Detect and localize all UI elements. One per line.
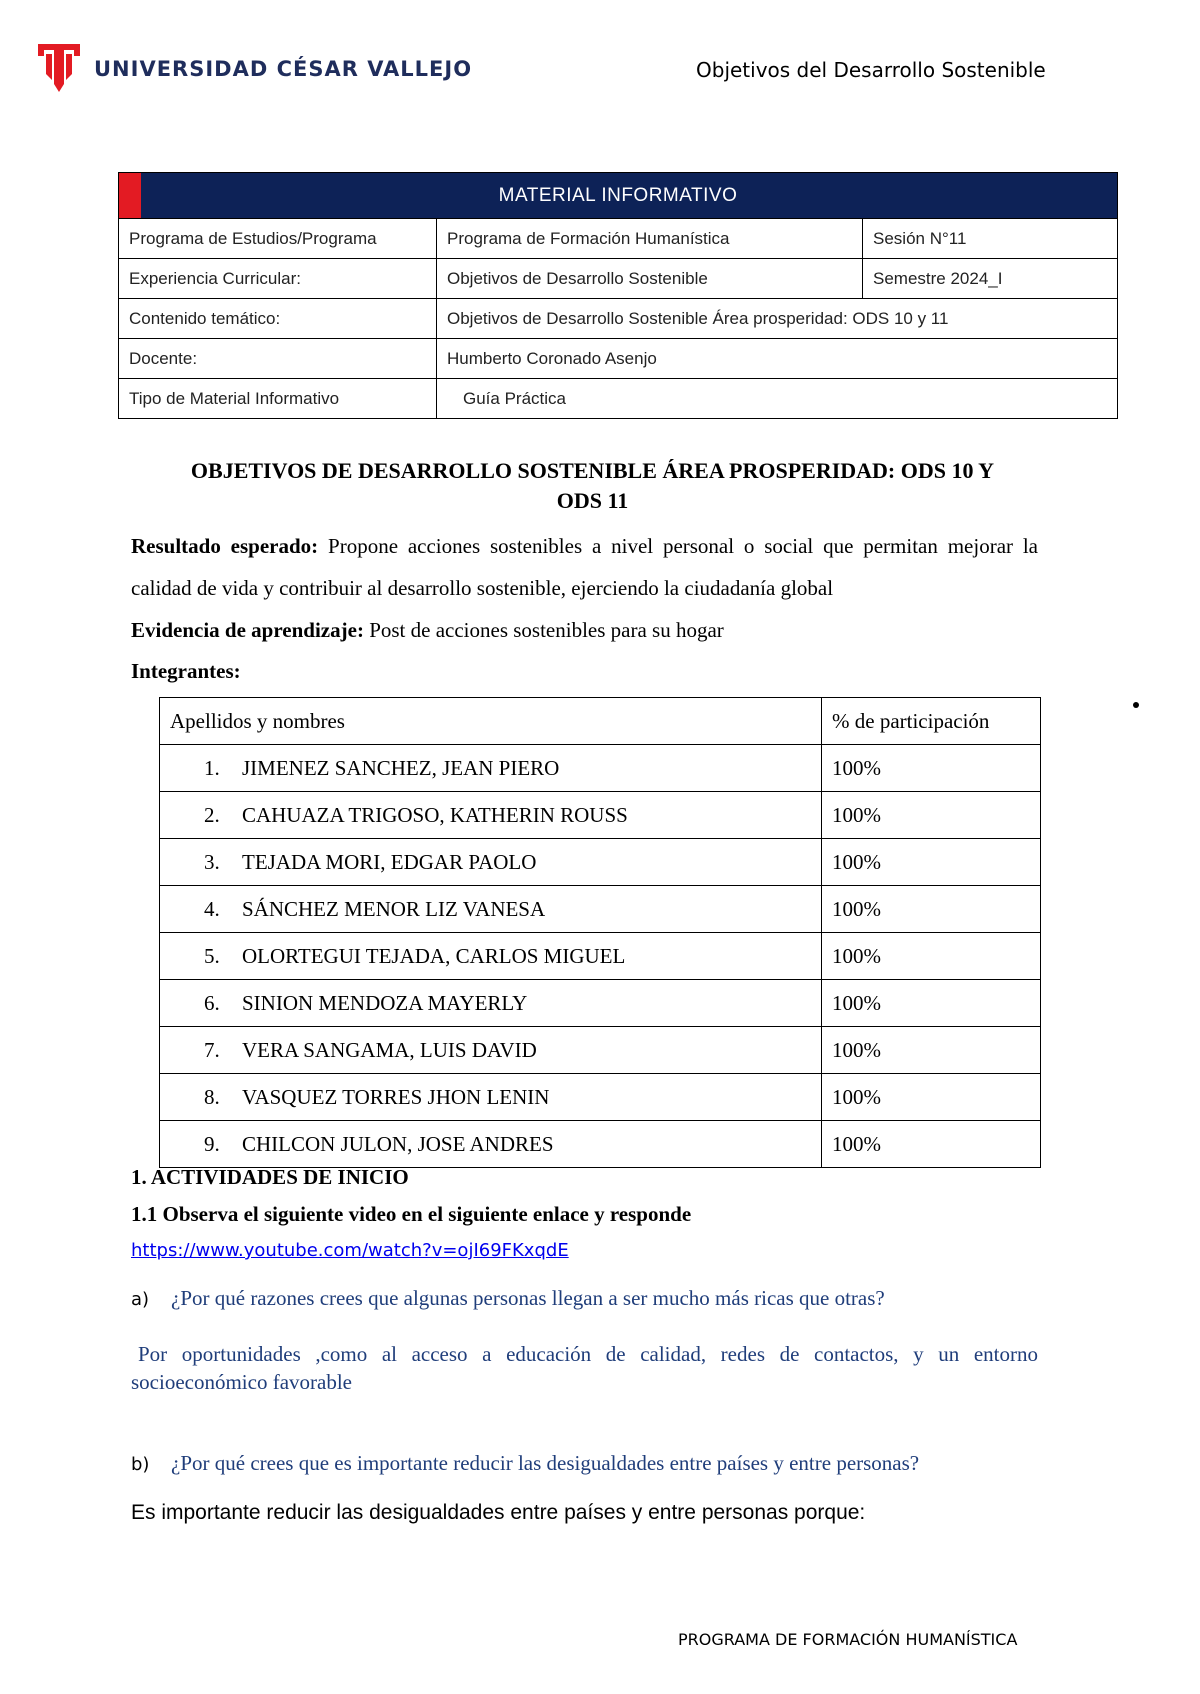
member-name: VASQUEZ TORRES JHON LENIN	[242, 1084, 550, 1109]
member-row	[160, 1074, 1041, 1121]
question-a-label: a)	[131, 1289, 150, 1310]
member-row	[160, 886, 1041, 933]
member-name: TEJADA MORI, EDGAR PAOLO	[242, 849, 537, 874]
member-pct: 100%	[822, 933, 1041, 980]
table-row	[119, 339, 1118, 379]
member-name-cell	[160, 1121, 822, 1168]
info-value: Guía Práctica	[437, 379, 1118, 419]
member-name: VERA SANGAMA, LUIS DAVID	[242, 1037, 537, 1062]
question-b-label: b)	[131, 1454, 150, 1475]
member-number: 8.	[204, 1084, 220, 1109]
member-name-cell	[160, 792, 822, 839]
member-name-cell	[160, 839, 822, 886]
table-row	[119, 379, 1118, 419]
member-number: 5.	[204, 943, 220, 968]
member-row	[160, 745, 1041, 792]
info-extra: Sesión N°11	[863, 219, 1118, 259]
info-label: Docente:	[119, 339, 437, 379]
member-name-cell	[160, 1074, 822, 1121]
info-extra: Semestre 2024_I	[863, 259, 1118, 299]
university-name: UNIVERSIDAD CÉSAR VALLEJO	[94, 57, 473, 81]
member-name-cell	[160, 933, 822, 980]
member-name-cell	[160, 886, 822, 933]
info-value: Humberto Coronado Asenjo	[437, 339, 1118, 379]
member-name-cell	[160, 745, 822, 792]
header-title: Objetivos del Desarrollo Sostenible	[696, 58, 1046, 82]
member-name: SINION MENDOZA MAYERLY	[242, 990, 528, 1015]
table-row	[119, 299, 1118, 339]
info-label: Contenido temático:	[119, 299, 437, 339]
info-table-header: MATERIAL INFORMATIVO	[119, 173, 1118, 219]
member-pct: 100%	[822, 1121, 1041, 1168]
member-number: 7.	[204, 1037, 220, 1062]
member-name: CHILCON JULON, JOSE ANDRES	[242, 1131, 554, 1156]
member-name: OLORTEGUI TEJADA, CARLOS MIGUEL	[242, 943, 626, 968]
subsection-title: 1.1 Observa el siguiente video en el siguiente enlace y responde	[131, 1202, 692, 1226]
info-label: Experiencia Curricular:	[119, 259, 437, 299]
member-number: 4.	[204, 896, 220, 921]
member-pct: 100%	[822, 792, 1041, 839]
member-pct: 100%	[822, 980, 1041, 1027]
evidencia-text: Post de acciones sostenibles para su hogar	[369, 618, 724, 642]
footer-text: PROGRAMA DE FORMACIÓN HUMANÍSTICA	[678, 1630, 1018, 1649]
resultado-text: Propone acciones sostenibles a nivel personal o social que permitan mejorar la calidad de vida y contribuir al desarrollo sostenible, ejerciendo la ciudadanía global	[131, 534, 1038, 600]
resultado-esperado	[131, 525, 1038, 609]
member-name: CAHUAZA TRIGOSO, KATHERIN ROUSS	[242, 802, 628, 827]
member-pct: 100%	[822, 1074, 1041, 1121]
member-row	[160, 1027, 1041, 1074]
col-header-pct: % de participación	[822, 698, 1041, 745]
info-value: Objetivos de Desarrollo Sostenible	[437, 259, 863, 299]
member-number: 1.	[204, 755, 220, 780]
member-pct: 100%	[822, 1027, 1041, 1074]
university-logo	[36, 40, 472, 94]
integrantes-label: Integrantes:	[131, 659, 241, 683]
resultado-label: Resultado esperado:	[131, 534, 319, 558]
member-row	[160, 792, 1041, 839]
info-label: Tipo de Material Informativo	[119, 379, 437, 419]
info-value: Objetivos de Desarrollo Sostenible Área prosperidad: ODS 10 y 11	[437, 299, 1118, 339]
member-row	[160, 1121, 1041, 1168]
answer-b: Es importante reducir las desigualdades entre países y entre personas porque:	[131, 1501, 866, 1524]
ucv-shield-icon	[36, 40, 82, 94]
page-title: OBJETIVOS DE DESARROLLO SOSTENIBLE ÁREA PROSPERIDAD: ODS 10 Y ODS 11	[190, 458, 995, 513]
member-name-cell	[160, 980, 822, 1027]
section-title: 1. ACTIVIDADES DE INICIO	[131, 1165, 409, 1189]
red-accent-bar	[119, 173, 141, 218]
table-header-row	[160, 698, 1041, 745]
member-number: 6.	[204, 990, 220, 1015]
evidencia-aprendizaje	[131, 609, 1038, 651]
member-name: JIMENEZ SANCHEZ, JEAN PIERO	[242, 755, 560, 780]
stray-bullet	[1133, 702, 1139, 708]
members-table	[159, 697, 1041, 1168]
answer-a: Por oportunidades ,como al acceso a educación de calidad, redes de contactos, y un entorno socioeconómico favorable	[131, 1342, 1038, 1394]
info-value: Programa de Formación Humanística	[437, 219, 863, 259]
question-b-text: ¿Por qué crees que es importante reducir las desigualdades entre países y entre personas?	[171, 1451, 920, 1475]
member-pct: 100%	[822, 886, 1041, 933]
member-number: 2.	[204, 802, 220, 827]
info-label: Programa de Estudios/Programa	[119, 219, 437, 259]
member-pct: 100%	[822, 745, 1041, 792]
member-rows	[160, 745, 1041, 1168]
col-header-name: Apellidos y nombres	[160, 698, 822, 745]
evidencia-label: Evidencia de aprendizaje:	[131, 618, 364, 642]
member-row	[160, 980, 1041, 1027]
video-link[interactable]: https://www.youtube.com/watch?v=ojI69FKxqdE	[131, 1240, 569, 1261]
table-row	[119, 219, 1118, 259]
question-a	[131, 1286, 885, 1311]
question-b	[131, 1451, 919, 1476]
member-pct: 100%	[822, 839, 1041, 886]
question-a-text: ¿Por qué razones crees que algunas personas llegan a ser mucho más ricas que otras?	[171, 1286, 885, 1310]
member-name-cell	[160, 1027, 822, 1074]
member-number: 9.	[204, 1131, 220, 1156]
info-table	[118, 172, 1118, 419]
member-number: 3.	[204, 849, 220, 874]
table-row	[119, 259, 1118, 299]
member-name: SÁNCHEZ MENOR LIZ VANESA	[242, 896, 546, 921]
member-row	[160, 933, 1041, 980]
member-row	[160, 839, 1041, 886]
